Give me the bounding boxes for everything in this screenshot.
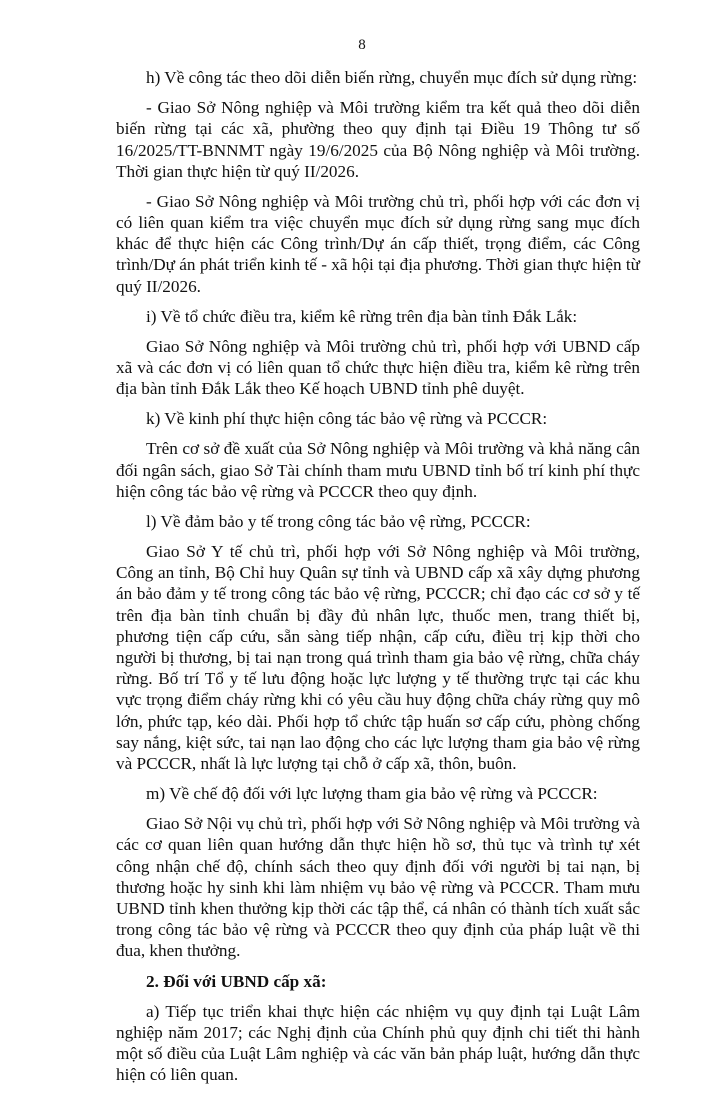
paragraph-k-body: Trên cơ sở đề xuất của Sở Nông nghiệp và Môi trường và khả năng cân đối ngân sách, giao Sở Tài chính tham mưu UBND tỉnh bố trí kinh phí thực hiện công tác bảo vệ rừng và PCCCR theo quy định. — [116, 439, 640, 501]
section-2-heading: 2. Đối với UBND cấp xã: — [146, 971, 327, 991]
paragraph-i-heading: i) Về tổ chức điều tra, kiểm kê rừng trên địa bàn tỉnh Đắk Lắk: — [146, 306, 578, 326]
paragraph-m-body: Giao Sở Nội vụ chủ trì, phối hợp với Sở Nông nghiệp và Môi trường và các cơ quan liên quan hướng dẫn thực hiện hồ sơ, thủ tục và trình tự xét công nhận chế độ, chính sách theo quy định đối với người bị tai nạn, bị thương hoặc hy sinh khi làm nhiệm vụ bảo vệ rừng và PCCCR. Tham mưu UBND tỉnh khen thưởng kịp thời các tập thể, cá nhân có thành tích xuất sắc trong công tác bảo vệ rừng và PCCCR theo quy định của pháp luật về thi đua, khen thưởng. — [116, 814, 640, 961]
section-2-item-a: a) Tiếp tục triển khai thực hiện các nhiệm vụ quy định tại Luật Lâm nghiệp năm 2017; các Nghị định của Chính phủ quy định chi tiết thi hành một số điều của Luật Lâm nghiệp và các văn bản pháp luật, hướng dẫn thực hiện có liên quan. — [116, 1001, 640, 1085]
paragraph-l-heading: l) Về đảm bảo y tế trong công tác bảo vệ rừng, PCCCR: — [146, 511, 531, 531]
paragraph-l-body: Giao Sở Y tế chủ trì, phối hợp với Sở Nông nghiệp và Môi trường, Công an tỉnh, Bộ Chỉ huy Quân sự tỉnh và UBND cấp xã xây dựng phương án bảo đảm y tế trong công tác bảo vệ rừng, PCCCR; chỉ đạo các cơ sở y tế trên địa bàn tỉnh chuẩn bị đầy đủ nhân lực, thuốc men, trang thiết bị, phương tiện cấp cứu, sẵn sàng tiếp nhận, cấp cứu, điều trị kịp thời cho người bị thương, bị tai nạn trong quá trình tham gia bảo vệ rừng, chữa cháy rừng. Bố trí Tổ y tế lưu động hoặc lực lượng y tế thường trực tại các khu vực trọng điểm cháy rừng khi có yêu cầu huy động chữa cháy rừng quy mô lớn, phức tạp, kéo dài. Phối hợp tổ chức tập huấn sơ cấp cứu, phòng chống say nắng, kiệt sức, tai nạn lao động cho các lực lượng tham gia bảo vệ rừng và PCCCR, nhất là lực lượng tại chỗ ở cấp xã, thôn, buôn. — [116, 541, 640, 774]
paragraph-i-body: Giao Sở Nông nghiệp và Môi trường chủ trì, phối hợp với UBND cấp xã và các đơn vị có liên quan tổ chức thực hiện điều tra, kiểm kê rừng trên địa bàn tỉnh Đắk Lắk theo Kế hoạch UBND tỉnh phê duyệt. — [116, 336, 640, 399]
paragraph-m-heading: m) Về chế độ đối với lực lượng tham gia bảo vệ rừng và PCCCR: — [146, 784, 598, 804]
page-number: 8 — [358, 37, 366, 53]
paragraph-h-item-1: - Giao Sở Nông nghiệp và Môi trường kiểm tra kết quả theo dõi diễn biến rừng tại các xã, phường theo quy định tại Điều 19 Thông tư số 16/2025/TT-BNNMT ngày 19/6/2025 của Bộ Nông nghiệp và Môi trường. Thời gian thực hiện từ quý II/2026. — [116, 98, 640, 181]
document-body — [116, 67, 640, 1094]
paragraph-k-heading: k) Về kinh phí thực hiện công tác bảo vệ rừng và PCCCR: — [146, 409, 548, 429]
paragraph-h-item-2: - Giao Sở Nông nghiệp và Môi trường chủ trì, phối hợp với các đơn vị có liên quan kiểm tra việc chuyển mục đích sử dụng rừng sang mục đích khác để thực hiện các Công trình/Dự án cấp thiết, trọng điểm, các Công trình/Dự án phát triển kinh tế - xã hội tại địa phương. Thời gian thực hiện từ quý II/2026. — [116, 191, 640, 296]
paragraph-h-heading: h) Về công tác theo dõi diễn biến rừng, chuyển mục đích sử dụng rừng: — [146, 68, 638, 87]
